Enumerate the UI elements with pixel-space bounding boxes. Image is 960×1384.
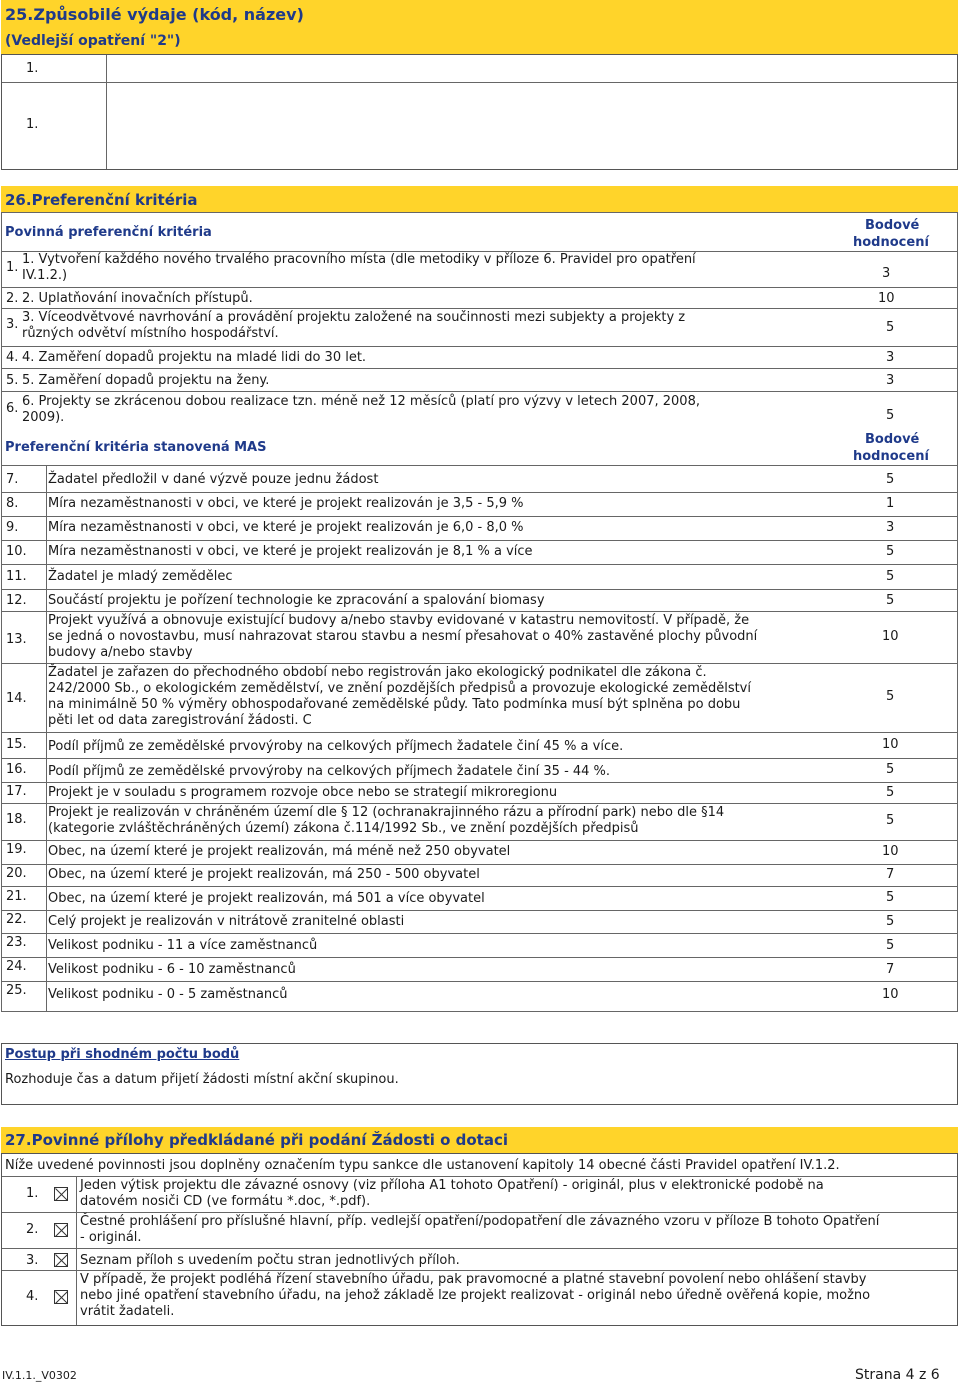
criterion-text: Projekt je realizován v chráněném území dle § 12 (ochranakrajinného rázu a přírodní park) nebo dle §14: [48, 805, 725, 820]
mandatory-criteria-title: Povinná preferenční kritéria: [5, 225, 212, 240]
criterion-text: Velikost podniku - 6 - 10 zaměstnanců: [48, 962, 296, 977]
footer-doc-code: IV.1.1._V0302: [2, 1369, 77, 1382]
criterion-num: 1.: [6, 260, 19, 275]
criterion-text: Obec, na území které je projekt realizován, má 501 a více obyvatel: [48, 891, 485, 906]
attachment-num: 1.: [26, 1186, 39, 1201]
criterion-points: 5: [886, 762, 895, 777]
criterion-num: 16.: [6, 762, 27, 777]
footer-page-number: Strana 4 z 6: [855, 1367, 940, 1383]
criterion-points: 5: [886, 320, 895, 335]
criterion-text: Žadatel je mladý zemědělec: [48, 569, 233, 584]
section-25-title: 25.Způsobilé výdaje (kód, název): [5, 5, 304, 24]
criteria-table: [1, 212, 958, 1012]
criterion-num: 17.: [6, 784, 27, 799]
criterion-points: 3: [882, 266, 891, 281]
section-25-header: [1, 0, 958, 28]
criterion-points: 5: [886, 785, 895, 800]
criterion-text: 2009).: [22, 410, 65, 425]
criterion-num: 11.: [6, 569, 27, 584]
attachments-intro: Níže uvedené povinnosti jsou doplněny označením typu sankce dle ustanovení kapitoly 14 obecné části Pravidel opatření IV.1.2.: [5, 1158, 840, 1173]
eligible-cost-row-2: 1.: [26, 117, 39, 132]
points-header-bottom: hodnocení: [853, 235, 929, 250]
criterion-num: 14.: [6, 691, 27, 706]
criterion-points: 10: [882, 987, 899, 1002]
criterion-num: 20.: [6, 866, 27, 881]
points-header-top: Bodové: [865, 218, 920, 233]
criterion-text: Žadatel předložil v dané výzvě pouze jednu žádost: [48, 472, 379, 487]
criterion-text: pěti let od data zaregistrování žádosti. C: [48, 713, 312, 728]
mas-points-header-bottom: hodnocení: [853, 449, 929, 464]
criterion-points: 10: [878, 291, 895, 306]
criterion-text: Žadatel je zařazen do přechodného období nebo registrován jako ekologický podnikatel dle zákona č.: [48, 665, 707, 680]
criterion-num: 21.: [6, 889, 27, 904]
criterion-text: budovy a/nebo stavby: [48, 645, 193, 660]
criterion-text: Součástí projektu je pořízení technologie ke zpracování a spalování biomasy: [48, 593, 545, 608]
criterion-text: 5. Zaměření dopadů projektu na ženy.: [22, 373, 270, 388]
criterion-points: 5: [886, 544, 895, 559]
criterion-points: 1: [886, 496, 895, 511]
section-25-subtitle: (Vedlejší opatření "2"): [5, 33, 181, 49]
criterion-text: 6. Projekty se zkrácenou dobou realizace tzn. méně než 12 měsíců (platí pro výzvy v letech 2007, 2008,: [22, 394, 700, 409]
mas-points-header-top: Bodové: [865, 432, 920, 447]
checked-box-icon[interactable]: [54, 1253, 68, 1267]
criterion-num: 7.: [6, 472, 19, 487]
criterion-num: 10.: [6, 544, 27, 559]
attachment-text: nebo jiné opatření stavebního úřadu, na jehož základě lze projekt realizovat - originál nebo úředně ověřená kopie, možno: [80, 1288, 871, 1303]
attachments-table: [1, 1153, 958, 1326]
criterion-text: se jedná o novostavbu, musí nahrazovat starou stavbu a nesmí přesahovat o 40% zastavěné plochy původní: [48, 629, 758, 644]
section-27-header: [1, 1127, 958, 1153]
criterion-num: 2.: [6, 291, 19, 306]
criterion-num: 18.: [6, 812, 27, 827]
criterion-points: 10: [882, 629, 899, 644]
attachment-num: 4.: [26, 1289, 39, 1304]
criterion-num: 12.: [6, 593, 27, 608]
criterion-text: Projekt je v souladu s programem rozvoje obce nebo se strategií mikroregionu: [48, 785, 558, 800]
criterion-points: 5: [886, 569, 895, 584]
criterion-text: různých odvětví místního hospodářství.: [22, 326, 279, 341]
criterion-num: 13.: [6, 632, 27, 647]
criterion-points: 5: [886, 408, 895, 423]
criterion-text: Velikost podniku - 11 a více zaměstnanců: [48, 938, 318, 953]
criterion-points: 5: [886, 472, 895, 487]
criterion-num: 24.: [6, 959, 27, 974]
tie-break-title: Postup při shodném počtu bodů: [5, 1047, 240, 1062]
criterion-points: 5: [886, 813, 895, 828]
section-27-title: 27.Povinné přílohy předkládané při podání Žádosti o dotaci: [5, 1131, 509, 1149]
criterion-points: 3: [886, 350, 895, 365]
criterion-num: 9.: [6, 520, 19, 535]
eligible-cost-row-1: 1.: [26, 61, 39, 76]
tie-break-text: Rozhoduje čas a datum přijetí žádosti místní akční skupinou.: [5, 1072, 399, 1087]
section-26-title: 26.Preferenční kritéria: [5, 191, 198, 209]
criterion-points: 3: [886, 373, 895, 388]
criterion-text: 2. Uplatňování inovačních přístupů.: [22, 291, 253, 306]
checked-box-icon[interactable]: [54, 1290, 68, 1304]
criterion-points: 10: [882, 737, 899, 752]
criterion-num: 15.: [6, 737, 27, 752]
criterion-text: (kategorie zvláštěchráněných území) zákona č.114/1992 Sb., ve znění pozdějších předpisů: [48, 821, 639, 836]
criterion-text: Míra nezaměstnanosti v obci, ve které je projekt realizován je 3,5 - 5,9 %: [48, 496, 524, 511]
criterion-text: 1. Vytvoření každého nového trvalého pracovního místa (dle metodiky v příloze 6. Pravidel pro opatření: [22, 252, 696, 267]
criterion-text: Obec, na území které je projekt realizován, má 250 - 500 obyvatel: [48, 867, 480, 882]
criterion-text: 242/2000 Sb., o ekologickém zemědělství, ve znění pozdějších předpisů a provozuje ekologické zemědělství: [48, 681, 751, 696]
criterion-text: Podíl příjmů ze zemědělské prvovýroby na celkových příjmech žadatele činí 35 - 44 %.: [48, 764, 611, 779]
attachment-num: 3.: [26, 1253, 39, 1268]
criterion-text: Celý projekt je realizován v nitrátově zranitelné oblasti: [48, 914, 405, 929]
criterion-num: 5.: [6, 373, 19, 388]
criterion-points: 7: [886, 867, 895, 882]
attachment-text: vrátit žadateli.: [80, 1304, 175, 1319]
criterion-num: 22.: [6, 912, 27, 927]
attachment-text: - originál.: [80, 1230, 142, 1245]
criterion-points: 3: [886, 520, 895, 535]
checked-box-icon[interactable]: [54, 1187, 68, 1201]
criterion-points: 5: [886, 890, 895, 905]
criterion-num: 23.: [6, 935, 27, 950]
criterion-points: 5: [886, 938, 895, 953]
attachment-text: Čestné prohlášení pro příslušné hlavní, příp. vedlejší opatření/podopatření dle závazného vzoru v příloze B tohoto Opatření: [80, 1214, 880, 1229]
criterion-text: 4. Zaměření dopadů projektu na mladé lidi do 30 let.: [22, 350, 367, 365]
section-26-header: [1, 186, 958, 212]
criterion-text: Míra nezaměstnanosti v obci, ve které je projekt realizován je 8,1 % a více: [48, 544, 533, 559]
attachment-text: datovém nosiči CD (ve formátu *.doc, *.pdf).: [80, 1194, 371, 1209]
attachment-num: 2.: [26, 1222, 39, 1237]
criterion-num: 4.: [6, 350, 19, 365]
criterion-text: Podíl příjmů ze zemědělské prvovýroby na celkových příjmech žadatele činí 45 % a více.: [48, 739, 624, 754]
criterion-num: 6.: [6, 401, 19, 416]
attachment-text: V případě, že projekt podléhá řízení stavebního úřadu, pak pravomocné a platné stavební povolení nebo ohlášení stavby: [80, 1272, 867, 1287]
criterion-points: 5: [886, 689, 895, 704]
checked-box-icon[interactable]: [54, 1223, 68, 1237]
criterion-text: Míra nezaměstnanosti v obci, ve které je projekt realizován je 6,0 - 8,0 %: [48, 520, 524, 535]
criterion-text: Projekt využívá a obnovuje existující budovy a/nebo stavby evidované v katastru nemovitostí. V případě, že: [48, 613, 750, 628]
criterion-points: 5: [886, 914, 895, 929]
eligible-costs-table: [1, 54, 958, 170]
criterion-num: 8.: [6, 496, 19, 511]
criterion-points: 7: [886, 962, 895, 977]
tie-break-box: [1, 1043, 958, 1105]
criterion-num: 25.: [6, 983, 27, 998]
criterion-num: 19.: [6, 842, 27, 857]
mas-criteria-title: Preferenční kritéria stanovená MAS: [5, 440, 267, 455]
criterion-text: na minimálně 50 % výměry obhospodařované zemědělské půdy. Tato podmínka musí být splněna po dobu: [48, 697, 741, 712]
criterion-text: Velikost podniku - 0 - 5 zaměstnanců: [48, 987, 288, 1002]
criterion-points: 5: [886, 593, 895, 608]
criterion-points: 10: [882, 844, 899, 859]
criterion-text: IV.1.2.): [22, 268, 68, 283]
section-25-subheader: [1, 28, 958, 54]
attachment-text: Jeden výtisk projektu dle závazné osnovy (viz příloha A1 tohoto Opatření) - originál, plus v elektronické podobě na: [80, 1178, 824, 1193]
criterion-text: 3. Víceodvětvové navrhování a provádění projektu založené na součinnosti mezi subjekty a projekty z: [22, 310, 686, 325]
attachment-text: Seznam příloh s uvedením počtu stran jednotlivých příloh.: [80, 1253, 460, 1268]
criterion-num: 3.: [6, 317, 19, 332]
criterion-text: Obec, na území které je projekt realizován, má méně než 250 obyvatel: [48, 844, 511, 859]
